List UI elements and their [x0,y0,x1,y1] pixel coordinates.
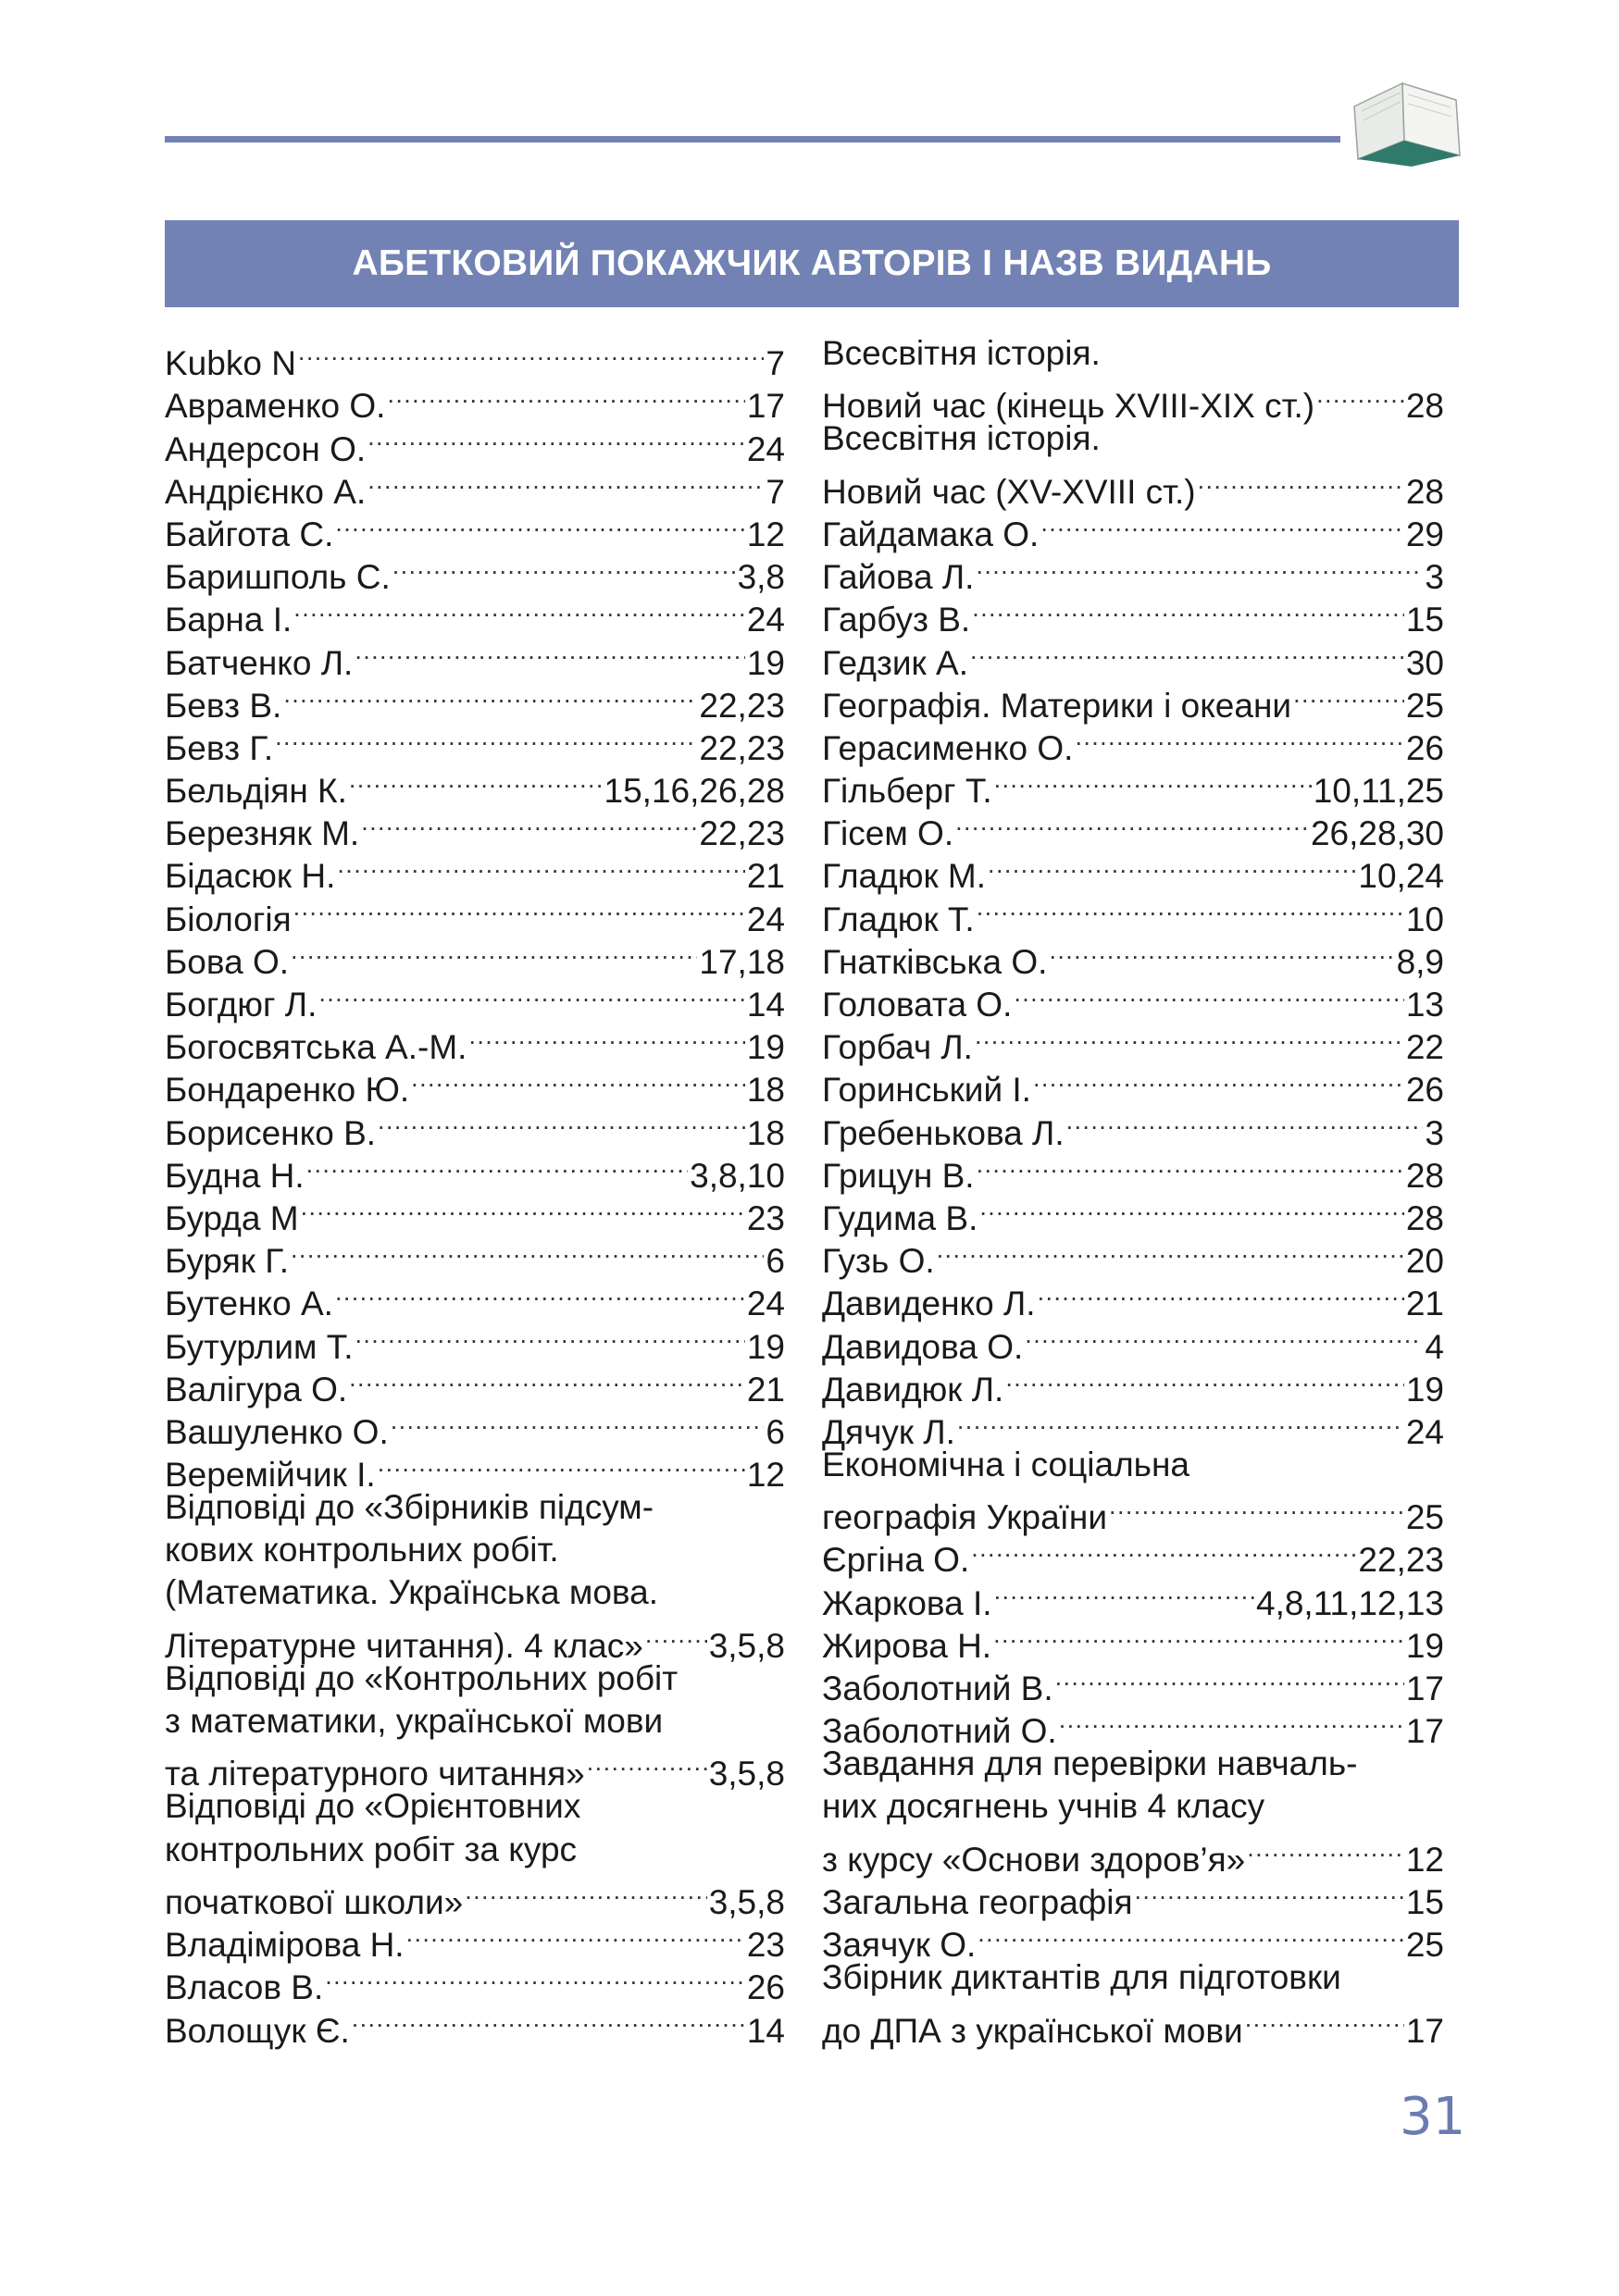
index-entry-pages: 19 [746,643,785,682]
index-entry-text: Заболотний В. [822,1669,1053,1707]
index-entry-pages: 26 [746,1968,785,2007]
index-entry [822,1785,1444,1828]
dot-leader [367,461,764,503]
index-entry-text: Заболотний О. [822,1712,1057,1751]
dot-leader [978,1914,1404,1956]
dot-leader [291,931,697,974]
index-entry-pages: 25 [1405,1498,1444,1537]
index-title-banner [165,220,1459,307]
dot-leader [468,1016,744,1059]
index-entry-text: Гайдамака О. [822,515,1040,553]
dot-leader [387,375,744,417]
dot-leader [283,675,697,717]
index-entry-text: Давидюк Л. [822,1370,1004,1409]
dot-leader [970,631,1404,674]
index-entry [822,1829,1444,1879]
dot-leader [645,1615,707,1657]
dot-leader [971,1529,1356,1571]
dot-leader [349,1359,745,1401]
index-entry-text: Бутенко А. [165,1285,333,1323]
index-entry [165,1871,785,1921]
index-entry-text: Горбач Л. [822,1028,973,1067]
index-entry-text: Богосвятська А.-М. [165,1028,467,1067]
index-entry-pages: 28 [1405,472,1444,511]
dot-leader [937,1230,1404,1272]
index-entry-text: Загальна географія [822,1882,1133,1921]
index-entry-pages: 25 [1405,1926,1444,1965]
index-entry [165,1657,785,1700]
dot-leader [349,760,603,802]
dot-leader [378,1101,745,1144]
dot-leader [318,974,744,1016]
index-entry-pages: 3,5,8 [708,1626,785,1665]
index-entry [822,1956,1444,1999]
index-entry-text: Літературне читання). 4 клас» [165,1626,643,1665]
dot-leader [1247,1829,1404,1871]
index-entry-pages: 12 [746,515,785,553]
index-entry-pages: 18 [746,1113,785,1152]
index-entry-pages: 15 [1405,601,1444,639]
index-entry [165,1486,785,1529]
index-entry-pages: 12 [746,1456,785,1495]
index-entry-pages: 24 [746,429,785,468]
index-entry-pages: 17 [1405,1712,1444,1751]
index-entry-text: Економічна і соціальна [822,1445,1189,1483]
index-entry-text: Всесвітня історія. [822,334,1101,372]
index-entry-text: Відповіді до «Контрольних робіт [165,1658,679,1697]
index-entry-pages: 24 [746,900,785,938]
index-entry-text: Гладюк М. [822,857,987,896]
index-entry-pages: 25 [1405,686,1444,725]
dot-leader [994,760,1312,802]
index-entry-text: Дячук Л. [822,1412,955,1451]
index-entry-pages: 20 [1405,1242,1444,1281]
index-entry-text: Гісем О. [822,814,954,853]
dot-leader [976,546,1423,589]
dot-leader [1049,931,1394,974]
index-entry-text: Березняк М. [165,814,360,853]
left-index-column [165,332,785,2050]
dot-leader [1075,717,1403,760]
index-entry-pages: 6 [766,1412,785,1451]
index-entry-text: Гузь О. [822,1242,935,1281]
index-entry-text: Kubko N [165,344,296,383]
dot-leader [988,845,1356,887]
index-entry-text: кових контрольних робіт. [165,1531,559,1570]
index-entry-pages: 17,18 [699,942,785,981]
index-entry [822,1444,1444,1486]
index-entry-text: Гладюк Т. [822,900,975,938]
index-entry-pages: 17 [1405,2011,1444,2050]
index-entry-pages: 17 [1405,1669,1444,1707]
index-entry-text: Валігура О. [165,1370,348,1409]
dot-leader [1055,1657,1404,1700]
index-entry-text: Відповіді до «Збірників підсум- [165,1488,654,1527]
dot-leader [411,1059,745,1101]
dot-leader [406,1914,745,1956]
dot-leader [306,1145,689,1187]
index-entry-pages: 13 [1405,986,1444,1024]
index-entry-pages: 3,8 [737,558,785,597]
index-entry [822,1486,1444,1537]
index-entry-text: Баришполь С. [165,558,391,597]
index-entry-pages: 10,11,25 [1313,772,1444,811]
dot-leader [367,417,745,460]
index-entry-text: Єргіна О. [822,1541,970,1580]
index-entry-text: початкової школи» [165,1882,464,1921]
index-entry-text: Гільберг Т. [822,772,992,811]
index-entry-text: Географія. Материки і океани [822,686,1292,725]
index-entry-pages: 22,23 [699,686,785,725]
index-entry-text: з математики, української мови [165,1702,664,1740]
index-entry-text: контрольних робіт за курс [165,1830,578,1868]
index-entry-text: Новий час (XV-XVIII ст.) [822,472,1196,511]
index-entry [165,1571,785,1614]
index-entry-text: Байгота С. [165,515,334,553]
index-entry-pages: 29 [1405,515,1444,553]
index-entry-pages: 24 [746,601,785,639]
dot-leader [293,887,745,930]
index-entry-text: Барна І. [165,601,293,639]
index-entry [822,1999,1444,2050]
dot-leader [1005,1359,1404,1401]
dot-leader [977,887,1404,930]
index-entry-text: них досягнень учнів 4 класу [822,1787,1265,1826]
index-entry-pages: 28 [1405,1156,1444,1195]
index-entry-text: Горинський І. [822,1071,1031,1110]
index-entry-pages: 26 [1405,728,1444,767]
index-entry-pages: 6 [766,1242,785,1281]
index-entry-pages: 12 [1405,1840,1444,1879]
index-entry [165,1785,785,1828]
index-entry-text: Бевз Г. [165,728,274,767]
index-entry-text: Відповіді до «Орієнтовних [165,1787,581,1826]
index-entry-pages: 14 [746,2011,785,2050]
index-entry-pages: 24 [1405,1412,1444,1451]
index-entry-text: Буряк Г. [165,1242,290,1281]
index-entry-text: Власов В. [165,1968,324,2007]
dot-leader [298,332,765,375]
index-entry-pages: 14 [746,986,785,1024]
index-entry [822,332,1444,375]
dot-leader [975,1016,1404,1059]
index-entry-text: Бідасюк Н. [165,857,336,896]
dot-leader [979,1187,1404,1230]
index-entry-text: Новий час (кінець XVIII-XIX ст.) [822,387,1315,426]
index-entry-pages: 23 [746,1926,785,1965]
index-entry-pages: 19 [746,1327,785,1366]
index-entry-text: Грицун В. [822,1156,975,1195]
index-entry-text: Бутурлим Т. [165,1327,354,1366]
dot-leader [291,1230,764,1272]
index-entry-text: Владімірова Н. [165,1926,405,1965]
index-entry-pages: 22,23 [699,728,785,767]
index-entry-pages: 22 [1405,1028,1444,1067]
index-entry-text: з курсу «Основи здоров’я» [822,1840,1246,1879]
index-entry-pages: 8,9 [1396,942,1444,981]
index-entry-pages: 3,8,10 [690,1156,785,1195]
dot-leader [972,589,1404,631]
index-entry-pages: 24 [746,1285,785,1323]
header-rule [165,136,1340,143]
index-entry [165,1529,785,1571]
index-entry-text: Волощук Є. [165,2011,350,2050]
dot-leader [361,802,697,845]
index-entry-text: Бондаренко Ю. [165,1071,410,1110]
index-entry-text: Будна Н. [165,1156,305,1195]
index-entry-text: Гнатківська О. [822,942,1048,981]
index-entry-text: географія України [822,1498,1108,1537]
index-entry-pages: 7 [766,472,785,511]
index-entry-pages: 19 [1405,1370,1444,1409]
index-entry-text: Жаркова І. [822,1583,992,1622]
index-entry-text: Головата О. [822,986,1013,1024]
index-entry-pages: 28 [1405,387,1444,426]
dot-leader [337,845,744,887]
dot-leader [378,1444,745,1486]
index-entry-text: Веремійчик І. [165,1456,376,1495]
index-entry-text: Авраменко О. [165,387,386,426]
index-entry-text: Біологія [165,900,292,938]
index-entry-pages: 3,5,8 [708,1755,785,1793]
dot-leader [957,1401,1404,1444]
index-entry-text: Збірник диктантів для підготовки [822,1958,1341,1997]
dot-leader [391,1401,765,1444]
dot-leader [955,802,1309,845]
index-entry-pages: 26,28,30 [1310,814,1444,853]
index-entry-pages: 10 [1405,900,1444,938]
index-entry-text: Заячук О. [822,1926,977,1965]
index-entry-text: Давидова О. [822,1327,1024,1366]
open-book-icon [1347,74,1467,167]
dot-leader [465,1871,706,1914]
dot-leader [1135,1871,1404,1914]
index-entry-pages: 7 [766,344,785,383]
index-entry-text: Гарбуз В. [822,601,971,639]
index-entry [165,1743,785,1793]
dot-leader [293,589,745,631]
index-entry-text: Бевз В. [165,686,282,725]
dot-leader [335,1272,745,1315]
index-entry-pages: 4 [1425,1327,1444,1366]
index-entry-pages: 26 [1405,1071,1444,1110]
index-entry-text: до ДПА з української мови [822,2011,1243,2050]
index-entry [822,461,1444,511]
index-entry-text: Бова О. [165,942,290,981]
index-entry-text: Бельдіян К. [165,772,347,811]
dot-leader [1066,1101,1424,1144]
index-entry-pages: 4,8,11,12,13 [1256,1583,1444,1622]
dot-leader [301,1187,745,1230]
index-entry-text: Борисенко В. [165,1113,377,1152]
index-entry-text: та літературного читання» [165,1755,585,1793]
index-entry-pages: 3 [1425,558,1444,597]
index-entry-text: Завдання для перевірки навчаль- [822,1744,1358,1783]
dot-leader [1316,375,1404,417]
index-entry-text: (Математика. Українська мова. [165,1573,659,1612]
index-entry-pages: 28 [1405,1198,1444,1237]
index-entry-text: Гудима В. [822,1198,978,1237]
index-entry-pages: 21 [1405,1285,1444,1323]
index-entry-pages: 21 [746,857,785,896]
index-entry-pages: 17 [746,387,785,426]
dot-leader [994,1571,1254,1614]
index-entry-pages: 21 [746,1370,785,1409]
index-entry [165,332,785,383]
dot-leader [977,1145,1404,1187]
index-entry-pages: 30 [1405,643,1444,682]
index-entry [165,1829,785,1871]
index-entry-text: Бурда М [165,1198,299,1237]
index-entry-text: Герасименко О. [822,728,1074,767]
right-index-column [822,332,1444,2050]
dot-leader [1109,1486,1404,1529]
index-entry [165,1615,785,1665]
index-entry-pages: 15 [1405,1882,1444,1921]
index-entry-pages: 3,5,8 [708,1882,785,1921]
index-entry-pages: 22,23 [699,814,785,853]
dot-leader [325,1956,745,1999]
dot-leader [1033,1059,1404,1101]
dot-leader [275,717,697,760]
index-entry-pages: 19 [746,1028,785,1067]
index-entry-text: Вашуленко О. [165,1412,389,1451]
index-entry [822,375,1444,426]
index-entry-text: Гайова Л. [822,558,975,597]
index-entry-pages: 3 [1425,1113,1444,1152]
dot-leader [1293,675,1404,717]
dot-leader [1059,1700,1404,1743]
index-entry-text: Батченко Л. [165,643,354,682]
dot-leader [392,546,736,589]
index-entry-text: Андрієнко А. [165,472,367,511]
dot-leader [335,503,744,546]
index-title: АБЕТКОВИЙ ПОКАЖЧИК АВТОРІВ І НАЗВ ВИДАНЬ [352,243,1272,283]
index-entry-text: Давиденко Л. [822,1285,1036,1323]
dot-leader [1014,974,1403,1016]
index-entry-pages: 15,16,26,28 [604,772,785,811]
dot-leader [1038,1272,1404,1315]
index-entry-pages: 23 [746,1198,785,1237]
dot-leader [587,1743,707,1785]
dot-leader [1025,1315,1423,1358]
index-entry-text: Богдюг Л. [165,986,318,1024]
index-entry-pages: 19 [1405,1626,1444,1665]
dot-leader [355,631,745,674]
index-entry-pages: 22,23 [1358,1541,1444,1580]
index-entry-text: Андерсон О. [165,429,367,468]
index-entry-pages: 18 [746,1071,785,1110]
index-entry-text: Гедзик А. [822,643,968,682]
index-entry [165,1700,785,1743]
index-entry-text: Жирова Н. [822,1626,992,1665]
dot-leader [1040,503,1404,546]
dot-leader [993,1615,1404,1657]
page-number: 31 [1400,2087,1466,2147]
index-entry-text: Гребенькова Л. [822,1113,1065,1152]
index-entry [822,417,1444,460]
dot-leader [1198,461,1404,503]
index-entry-text: Всесвітня історія. [822,419,1101,458]
index-entry-pages: 10,24 [1358,857,1444,896]
dot-leader [355,1315,744,1358]
index-entry [822,1743,1444,1785]
dot-leader [1245,1999,1404,2042]
dot-leader [352,1999,745,2042]
